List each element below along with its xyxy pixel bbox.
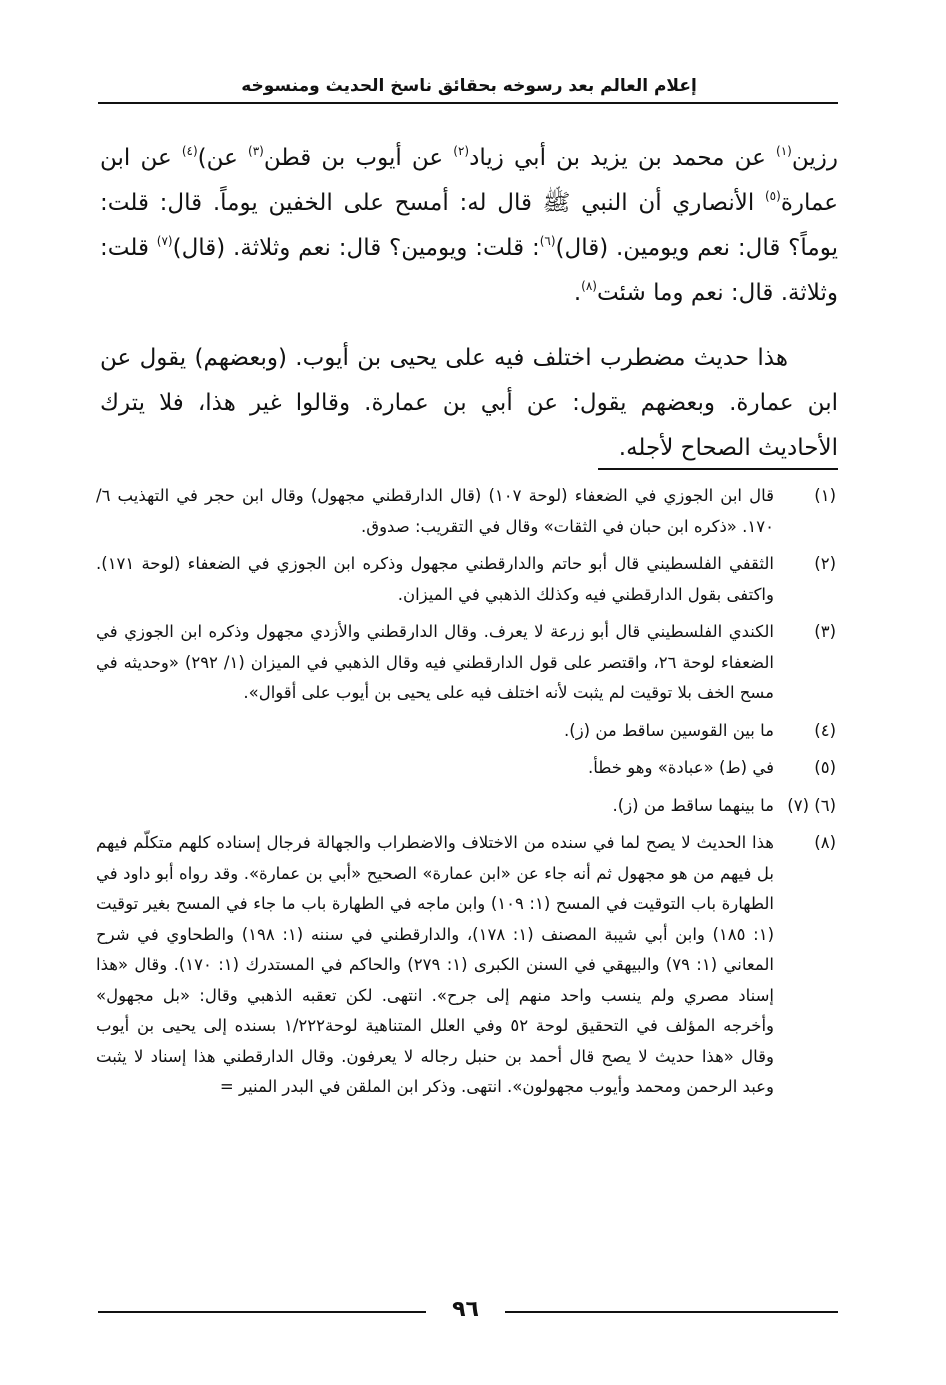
footer-rule-right — [505, 1311, 838, 1313]
footnote — [96, 481, 838, 542]
footnote-number: (١) — [814, 486, 836, 505]
paragraph-2: هذا حديث مضطرب اختلف فيه على يحيى بن أيوب. (وبعضهم) يقول عن ابن عمارة. وبعضهم يقول: عن أبي بن عمارة. وقالوا غير هذا، فلا يترك الأحاديث الصحاح لأجله. — [100, 345, 838, 461]
footnote-text: هذا الحديث لا يصح لما في سنده من الاختلاف والاضطراب والجهالة فرجال إسناده كلهم متكلّم فيهم بل فيهم من هو مجهول ثم أنه جاء عن «ابن عمارة» الصحيح «أبي بن عمارة». وقد رواه أبو داود في الطهارة باب التوقيت في المسح (١: ١٠٩) وابن ماجه في الطهارة باب ما جاء في المسح بغير توقيت (١: ١٨٥) وابن أبي شيبة المصنف (١: ١٧٨)، والدارقطني في سننه (١: ١٩٨) والطحاوي في شرح المعاني (١: ٧٩) والبيهقي في السنن الكبرى (١: ٢٧٩) والحاكم في المستدرك (١: ١٧٠). وقال «هذا إسناد مصري ولم ينسب واحد منهم إلى جرح». انتهى. لكن تعقبه الذهبي وقال: «بل مجهول» وأخرجه المؤلف في التحقيق لوحة ٥٢ وفي العلل المتناهية لوحة١/٢٢٢ بسنده إلى يحيى بن أيوب وقال «هذا حديث لا يصح قال أحمد بن حنبل رجاله لا يعرفون. وقال الدارقطني هذا إسناد لا يثبت وعبد الرحمن ومحمد وأيوب مجهولون». انتهى. وذكر ابن الملقن في البدر المنير = — [96, 833, 774, 1096]
footnote-ref: (٣) — [248, 144, 264, 158]
text-run: عن) — [197, 145, 249, 171]
footnote — [96, 617, 838, 709]
text-run: عن أيوب بن قطن — [263, 145, 454, 171]
text-run: قلت: وثلاثة. قال: نعم وما شئت — [100, 235, 838, 306]
paragraph-1 — [100, 136, 838, 316]
footnote-number: (٦) (٧) — [787, 795, 836, 815]
main-text — [100, 136, 838, 471]
footer-rule-left — [98, 1311, 426, 1313]
text-run: عن ابن عمارة — [100, 145, 838, 216]
footnote — [96, 549, 838, 610]
footnote-text: الكندي الفلسطيني قال أبو زرعة لا يعرف. وقال الدارقطني والأزدي مجهول وذكره ابن الجوزي في الضعفاء لوحة ٢٦، واقتصر على قول الدارقطني فيه وقال الذهبي في الميزان (١/ ٢٩٢) «وحديثه في مسح الخف بلا توقيت لم يثبت لأنه اختلف فيه على يحيى بن أيوب على أقوال». — [96, 622, 774, 702]
header-rule — [98, 102, 838, 104]
footnote-number: (٤) — [814, 720, 836, 740]
footnote-text: ما بينهما ساقط من (ز). — [612, 795, 774, 815]
footnote-separator — [598, 468, 838, 470]
text-run: الأنصاري أن النبي ﷺ قال له: أمسح على الخفين يوماً. قال: قلت: يوماً؟ قال: نعم ويومين. (قال) — [100, 190, 838, 261]
text-run: عن محمد بن يزيد بن أبي زياد — [469, 145, 777, 171]
footnote-ref: (٨) — [581, 279, 597, 293]
footnote — [96, 791, 838, 822]
footnote-number: (٥) — [814, 758, 836, 777]
text-run: . — [573, 280, 582, 306]
footnote-text: قال ابن الجوزي في الضعفاء (لوحة ١٠٧) (قال الدارقطني مجهول) وقال ابن حجر في التهذيب ٦/ ١٧٠. «ذكره ابن حبان في الثقات» وقال في التقريب: صدوق. — [96, 486, 775, 536]
footnote-ref: (٧) — [156, 234, 173, 248]
footnotes — [96, 481, 838, 1110]
footnote — [96, 753, 838, 784]
text-run: رزين — [791, 145, 838, 171]
footnote — [96, 716, 838, 747]
footnote-number: (٢) — [814, 554, 836, 573]
footnote — [96, 828, 838, 1103]
footnote-text: الثقفي الفلسطيني قال أبو حاتم والدارقطني مجهول وذكره ابن الجوزي في الضعفاء (لوحة ١٧١). واكتفى بقول الدارقطني فيه وكذلك الذهبي في الميزان. — [96, 554, 774, 604]
running-header: إعلام العالم بعد رسوخه بحقائق ناسخ الحديث ومنسوخه — [241, 76, 697, 96]
text-run: : قلت: ويومين؟ قال: نعم وثلاثة. (قال) — [172, 235, 540, 261]
footnote-ref: (٢) — [453, 144, 470, 158]
footnote-ref: (١) — [776, 144, 792, 158]
footnote-number: (٨) — [814, 833, 836, 852]
page-number: ٩٦ — [452, 1297, 479, 1322]
footnote-text: في (ط) «عبادة» وهو خطأ. — [588, 758, 774, 777]
footnote-ref: (٤) — [181, 144, 198, 158]
footnote-text: ما بين القوسين ساقط من (ز). — [564, 720, 774, 740]
footnote-ref: (٥) — [764, 189, 781, 203]
footnote-number: (٣) — [814, 622, 836, 641]
footnote-ref: (٦) — [539, 234, 556, 248]
